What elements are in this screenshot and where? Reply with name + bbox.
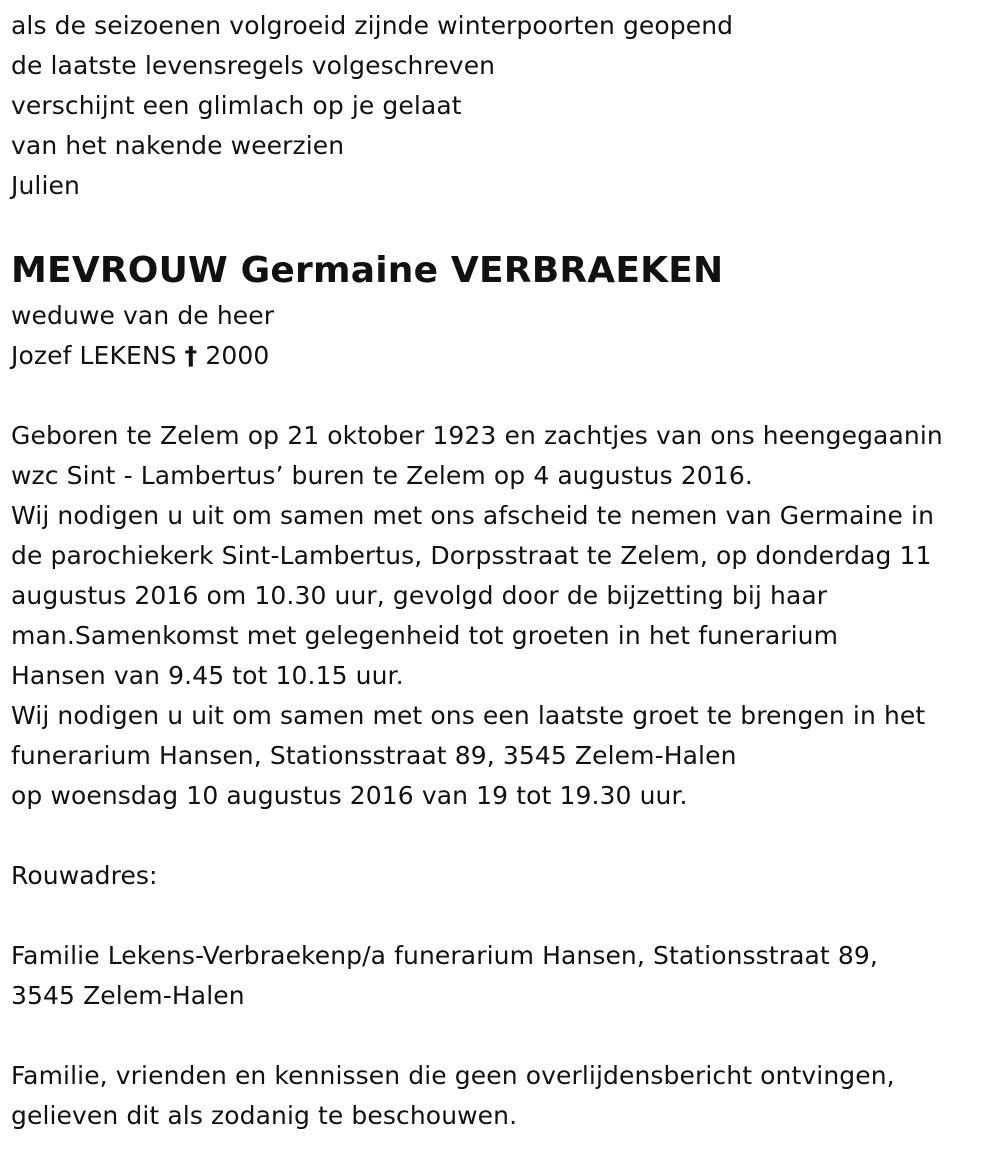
details-line: augustus 2016 om 10.30 uur, gevolgd door de bijzetting bij haar [11,581,828,610]
details-line: op woensdag 10 augustus 2016 van 19 tot 19.30 uur. [11,781,688,810]
poem-line: van het nakende weerzien [11,131,345,160]
details-line: Wij nodigen u uit om samen met ons een laatste groet te brengen in het [11,701,926,730]
deceased-name: MEVROUW Germaine VERBRAEKEN [11,250,724,291]
spouse-name: Jozef LEKENS [11,341,177,370]
details-line: Wij nodigen u uit om samen met ons afscheid te nemen van Germaine in [11,501,935,530]
widow-line: weduwe van de heer [11,301,275,330]
address-line: Familie Lekens-Verbraekenp/a funerarium Hansen, Stationsstraat 89, [11,941,878,970]
mourning-address [11,936,996,1016]
details-line: funerarium Hansen, Stationsstraat 89, 3545 Zelem-Halen [11,741,737,770]
poem-line: de laatste levensregels volgeschreven [11,51,496,80]
funeral-details [11,416,996,816]
details-line: Hansen van 9.45 tot 10.15 uur. [11,661,404,690]
closing-line: Familie, vrienden en kennissen die geen overlijdensbericht ontvingen, [11,1061,895,1090]
poem [11,6,996,206]
details-line: Geboren te Zelem op 21 oktober 1923 en zachtjes van ons heengegaanin [11,421,943,450]
mourning-address-label-block [11,856,996,896]
closing-line: gelieven dit als zodanig te beschouwen. [11,1101,518,1130]
spouse-line [11,336,996,376]
details-line: man.Samenkomst met gelegenheid tot groeten in het funerarium [11,621,839,650]
closing-note [11,1056,996,1136]
address-line: 3545 Zelem-Halen [11,981,245,1010]
mourning-address-label: Rouwadres: [11,861,158,890]
spouse-info [11,296,996,376]
details-line: de parochiekerk Sint-Lambertus, Dorpsstraat te Zelem, op donderdag 11 [11,541,932,570]
spouse-death-year: 2000 [205,341,270,370]
obituary-document [11,0,996,1136]
poem-author: Julien [11,171,80,200]
poem-line: als de seizoenen volgroeid zijnde winterpoorten geopend [11,11,734,40]
poem-line: verschijnt een glimlach op je gelaat [11,91,462,120]
details-line: wzc Sint - Lambertus’ buren te Zelem op 4 augustus 2016. [11,461,753,490]
cross-icon: † [184,341,198,370]
